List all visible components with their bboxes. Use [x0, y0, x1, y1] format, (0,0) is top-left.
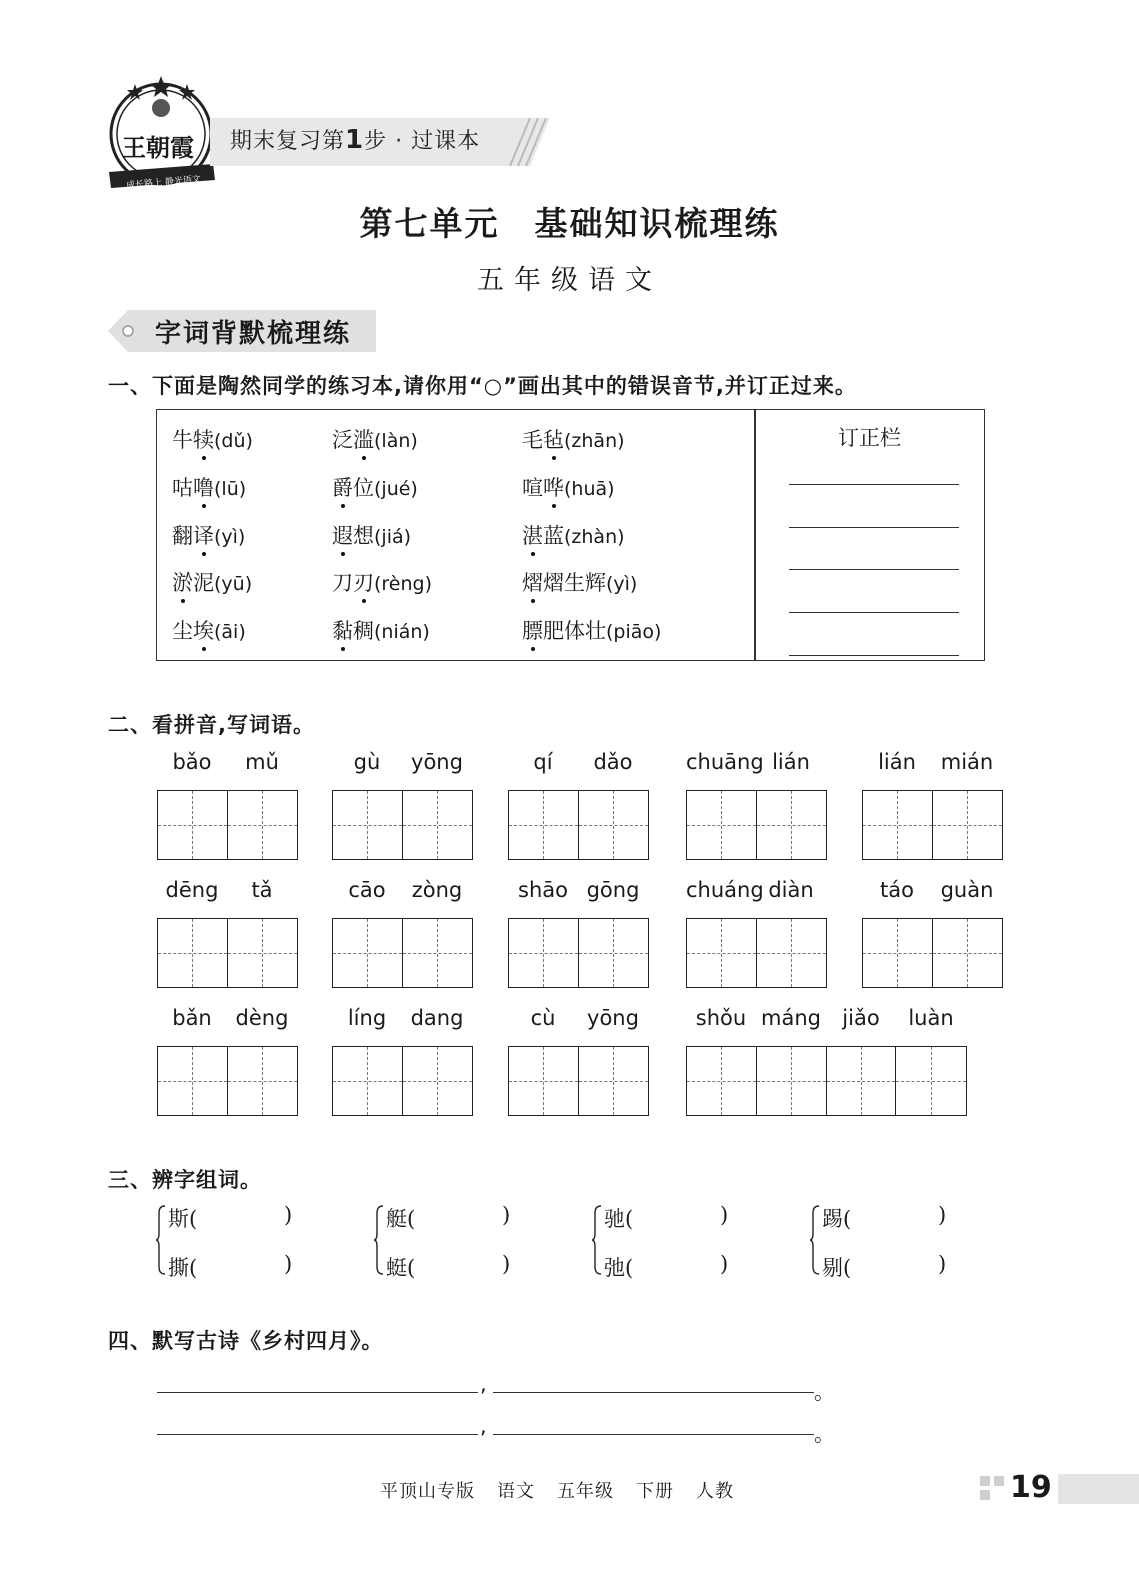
pinyin-syllable: dang [410, 1006, 464, 1030]
footer-item: 语文 [497, 1481, 535, 1502]
dotted-char: 湛 [522, 524, 543, 548]
answer-blank-end: ) [720, 1203, 729, 1227]
pair-char: 艇 [386, 1207, 407, 1231]
section-tag: 字词背默梳理练 [155, 319, 352, 349]
question-2-prompt: 二、看拼音,写词语。 [108, 713, 315, 737]
pinyin[interactable]: (yì) [606, 573, 638, 595]
writing-cell[interactable] [863, 791, 933, 859]
writing-cell[interactable] [579, 1047, 649, 1115]
word-item[interactable] [172, 424, 253, 454]
pinyin-syllable: qí [533, 750, 553, 774]
writing-grid[interactable] [508, 790, 649, 860]
writing-cell[interactable] [933, 919, 1003, 987]
pinyin-syllable: gù [353, 750, 381, 774]
poem-comma: , [480, 1372, 487, 1396]
correction-line[interactable] [789, 527, 959, 528]
question-1-prompt: 一、下面是陶然同学的练习本,请你用“○”画出其中的错误音节,并订正过来。 [108, 374, 857, 398]
banner-label: 期末复习第1步 · 过课本 [230, 125, 481, 155]
word-char: 稠 [353, 619, 374, 643]
pinyin[interactable]: (zhān) [564, 430, 625, 452]
word-item[interactable] [522, 520, 625, 550]
pinyin-syllable: dèng [235, 1006, 289, 1030]
writing-cell[interactable] [509, 1047, 579, 1115]
pinyin-syllable: mián [940, 750, 994, 774]
pinyin-syllable: luàn [908, 1006, 954, 1030]
dotted-char: 黏 [332, 619, 353, 643]
writing-cell[interactable] [158, 1047, 228, 1115]
dotted-char: 遐 [332, 524, 353, 548]
word-item[interactable] [522, 424, 625, 454]
answer-blank-end: ) [502, 1203, 511, 1227]
pinyin[interactable]: (huā) [564, 478, 615, 500]
footer-item: 平顶山专版 [380, 1481, 475, 1502]
writing-cell[interactable] [896, 1047, 966, 1115]
writing-grid[interactable] [157, 790, 298, 860]
word-item[interactable] [172, 567, 252, 597]
poem-comma: , [480, 1414, 487, 1438]
pinyin-syllable: dēng [165, 878, 219, 902]
answer-blank-end: ) [720, 1252, 729, 1276]
pinyin-syllable: chuáng [686, 878, 764, 902]
writing-cell[interactable] [403, 919, 473, 987]
writing-grid[interactable] [332, 790, 473, 860]
word-item[interactable] [522, 472, 615, 502]
writing-grid[interactable] [157, 918, 298, 988]
pinyin-syllable: máng [761, 1006, 821, 1030]
word-char: 咕 [172, 476, 193, 500]
pinyin[interactable]: (jué) [374, 478, 418, 500]
dotted-char: 犊 [193, 428, 214, 452]
page-number-bar [1058, 1474, 1139, 1504]
dotted-char: 埃 [193, 619, 214, 643]
writing-cell[interactable] [687, 1047, 757, 1115]
correction-line[interactable] [789, 569, 959, 570]
word-item[interactable] [332, 520, 411, 550]
word-char: 刀 [332, 571, 353, 595]
pinyin-syllable: shǒu [695, 1006, 747, 1030]
poem-blank[interactable] [157, 1434, 478, 1435]
writing-grid[interactable] [686, 790, 827, 860]
page-number: 19 [1010, 1470, 1052, 1505]
pinyin[interactable]: (lū) [214, 478, 247, 500]
pinyin-syllable: lián [772, 750, 810, 774]
word-item[interactable] [522, 615, 661, 645]
pair-char: 蜓 [386, 1256, 407, 1280]
writing-cell[interactable] [757, 791, 827, 859]
char-pair-item[interactable]: 蜓( [386, 1256, 416, 1280]
answer-blank-end: ) [284, 1203, 293, 1227]
writing-cell[interactable] [158, 791, 228, 859]
pinyin-syllable: mǔ [245, 750, 279, 774]
pinyin-syllable: cù [530, 1006, 556, 1030]
word-item[interactable] [332, 615, 430, 645]
dotted-char: 膘 [522, 619, 543, 643]
pair-char: 踢 [822, 1207, 843, 1231]
dotted-char: 熠 [522, 571, 543, 595]
word-char: 位 [353, 476, 374, 500]
pinyin-syllable: gōng [586, 878, 640, 902]
writing-grid[interactable] [332, 1046, 473, 1116]
writing-grid[interactable] [862, 918, 1003, 988]
writing-grid[interactable] [508, 918, 649, 988]
pinyin-syllable: bǎn [172, 1006, 212, 1030]
pinyin-syllable: jiǎo [842, 1006, 880, 1030]
pinyin-syllable: táo [880, 878, 914, 902]
logo-slogan: 成长路上 静光语文 [125, 174, 202, 192]
word-char: 尘 [172, 619, 193, 643]
pinyin-syllable: tǎ [251, 878, 273, 902]
pinyin-syllable: bǎo [172, 750, 212, 774]
answer-blank-end: ) [284, 1252, 293, 1276]
pinyin-syllable: guàn [940, 878, 994, 902]
pinyin-syllable: diàn [768, 878, 814, 902]
question-4-prompt: 四、默写古诗《乡村四月》。 [108, 1329, 384, 1353]
word-char: 肥体壮 [543, 619, 606, 643]
pinyin[interactable]: (làn) [374, 430, 418, 452]
word-item[interactable] [332, 424, 418, 454]
pinyin-syllable: zòng [411, 878, 463, 902]
word-item[interactable] [522, 567, 637, 597]
dotted-char: 刃 [353, 571, 374, 595]
word-char: 牛 [172, 428, 193, 452]
pinyin-syllable: chuāng [686, 750, 764, 774]
writing-cell[interactable] [158, 919, 228, 987]
correction-line[interactable] [789, 484, 959, 485]
pinyin[interactable]: (jiá) [374, 526, 412, 548]
pinyin[interactable]: (rèng) [374, 573, 433, 595]
writing-cell[interactable] [509, 919, 579, 987]
word-char: 蓝 [543, 524, 564, 548]
writing-cell[interactable] [228, 919, 298, 987]
writing-cell[interactable] [687, 919, 757, 987]
pinyin[interactable]: (nián) [374, 621, 430, 643]
writing-grid[interactable] [332, 918, 473, 988]
char-pair-item[interactable]: 撕( [168, 1256, 198, 1280]
writing-cell[interactable] [509, 791, 579, 859]
pinyin-syllable: líng [347, 1006, 387, 1030]
char-pair-item[interactable]: 斯( [168, 1207, 198, 1231]
poem-period: 。 [814, 1380, 835, 1404]
pinyin-syllable: yōng [411, 750, 463, 774]
correction-line[interactable] [789, 655, 959, 656]
poem-period: 。 [814, 1422, 835, 1446]
brace-icon [156, 1205, 166, 1275]
footer-info [380, 1477, 756, 1503]
answer-blank-end: ) [502, 1252, 511, 1276]
page-deco [994, 1476, 1004, 1486]
pair-char: 弛 [604, 1256, 625, 1280]
correction-line[interactable] [789, 612, 959, 613]
footer-item: 五年级 [557, 1481, 614, 1502]
writing-cell[interactable] [403, 1047, 473, 1115]
footer-item: 下册 [636, 1481, 674, 1502]
word-item[interactable] [172, 615, 246, 645]
writing-cell[interactable] [933, 791, 1003, 859]
brace-icon [810, 1205, 820, 1275]
correction-column-title: 订正栏 [838, 426, 901, 450]
pinyin-syllable: dǎo [593, 750, 633, 774]
dotted-char: 淤 [172, 571, 193, 595]
answer-blank-end: ) [938, 1203, 947, 1227]
pinyin-syllable: yōng [587, 1006, 639, 1030]
pinyin[interactable]: (yì) [214, 526, 246, 548]
writing-cell[interactable] [228, 791, 298, 859]
poem-blank[interactable] [493, 1434, 814, 1435]
pair-char: 撕 [168, 1256, 189, 1280]
answer-blank-end: ) [938, 1252, 947, 1276]
pair-char: 驰 [604, 1207, 625, 1231]
char-pair-item[interactable]: 踢( [822, 1207, 852, 1231]
page-subtitle: 五年级语文 [477, 265, 662, 296]
word-char: 泛 [332, 428, 353, 452]
page-title: 第七单元 基础知识梳理练 [359, 204, 780, 243]
writing-grid[interactable] [686, 1046, 967, 1116]
writing-cell[interactable] [333, 919, 403, 987]
word-item[interactable] [332, 472, 418, 502]
page-deco [980, 1476, 990, 1486]
pinyin[interactable]: (dǔ) [214, 430, 253, 452]
writing-cell[interactable] [757, 919, 827, 987]
dotted-char: 哗 [543, 476, 564, 500]
poem-blank[interactable] [157, 1392, 478, 1393]
word-item[interactable] [172, 520, 245, 550]
writing-cell[interactable] [579, 919, 649, 987]
brace-icon [374, 1205, 384, 1275]
brace-icon [592, 1205, 602, 1275]
char-pair-item[interactable]: 驰( [604, 1207, 634, 1231]
writing-cell[interactable] [757, 1047, 827, 1115]
char-pair-item[interactable]: 剔( [822, 1256, 852, 1280]
pinyin-syllable: shāo [518, 878, 568, 902]
word-char: 喧 [522, 476, 543, 500]
writing-grid[interactable] [686, 918, 827, 988]
dotted-char: 译 [193, 524, 214, 548]
dotted-char: 毡 [543, 428, 564, 452]
logo-name: 王朝霞 [122, 133, 194, 162]
writing-cell[interactable] [403, 791, 473, 859]
word-char: 毛 [522, 428, 543, 452]
poem-blank[interactable] [493, 1392, 814, 1393]
writing-cell[interactable] [863, 919, 933, 987]
word-char: 想 [353, 524, 374, 548]
pinyin[interactable]: (yū) [214, 573, 253, 595]
writing-grid[interactable] [508, 1046, 649, 1116]
pinyin-syllable: lián [878, 750, 916, 774]
pinyin-syllable: cāo [348, 878, 386, 902]
word-char: 翻 [172, 524, 193, 548]
question-3-prompt: 三、辨字组词。 [108, 1168, 262, 1192]
pinyin[interactable]: (piāo) [606, 621, 662, 643]
writing-cell[interactable] [687, 791, 757, 859]
writing-cell[interactable] [827, 1047, 897, 1115]
page-deco [980, 1490, 990, 1500]
writing-cell[interactable] [333, 791, 403, 859]
writing-cell[interactable] [333, 1047, 403, 1115]
writing-cell[interactable] [228, 1047, 298, 1115]
char-pair-item[interactable]: 弛( [604, 1256, 634, 1280]
dotted-char: 噜 [193, 476, 214, 500]
pinyin[interactable]: (āi) [214, 621, 246, 643]
word-char: 熠生辉 [543, 571, 606, 595]
dotted-char: 滥 [353, 428, 374, 452]
word-item[interactable] [172, 472, 246, 502]
footer-item: 人教 [696, 1481, 734, 1502]
pair-char: 剔 [822, 1256, 843, 1280]
writing-grid[interactable] [862, 790, 1003, 860]
pinyin[interactable]: (zhàn) [564, 526, 625, 548]
writing-cell[interactable] [579, 791, 649, 859]
pair-char: 斯 [168, 1207, 189, 1231]
dotted-char: 爵 [332, 476, 353, 500]
char-pair-item[interactable]: 艇( [386, 1207, 416, 1231]
writing-grid[interactable] [157, 1046, 298, 1116]
word-char: 泥 [193, 571, 214, 595]
word-item[interactable] [332, 567, 432, 597]
